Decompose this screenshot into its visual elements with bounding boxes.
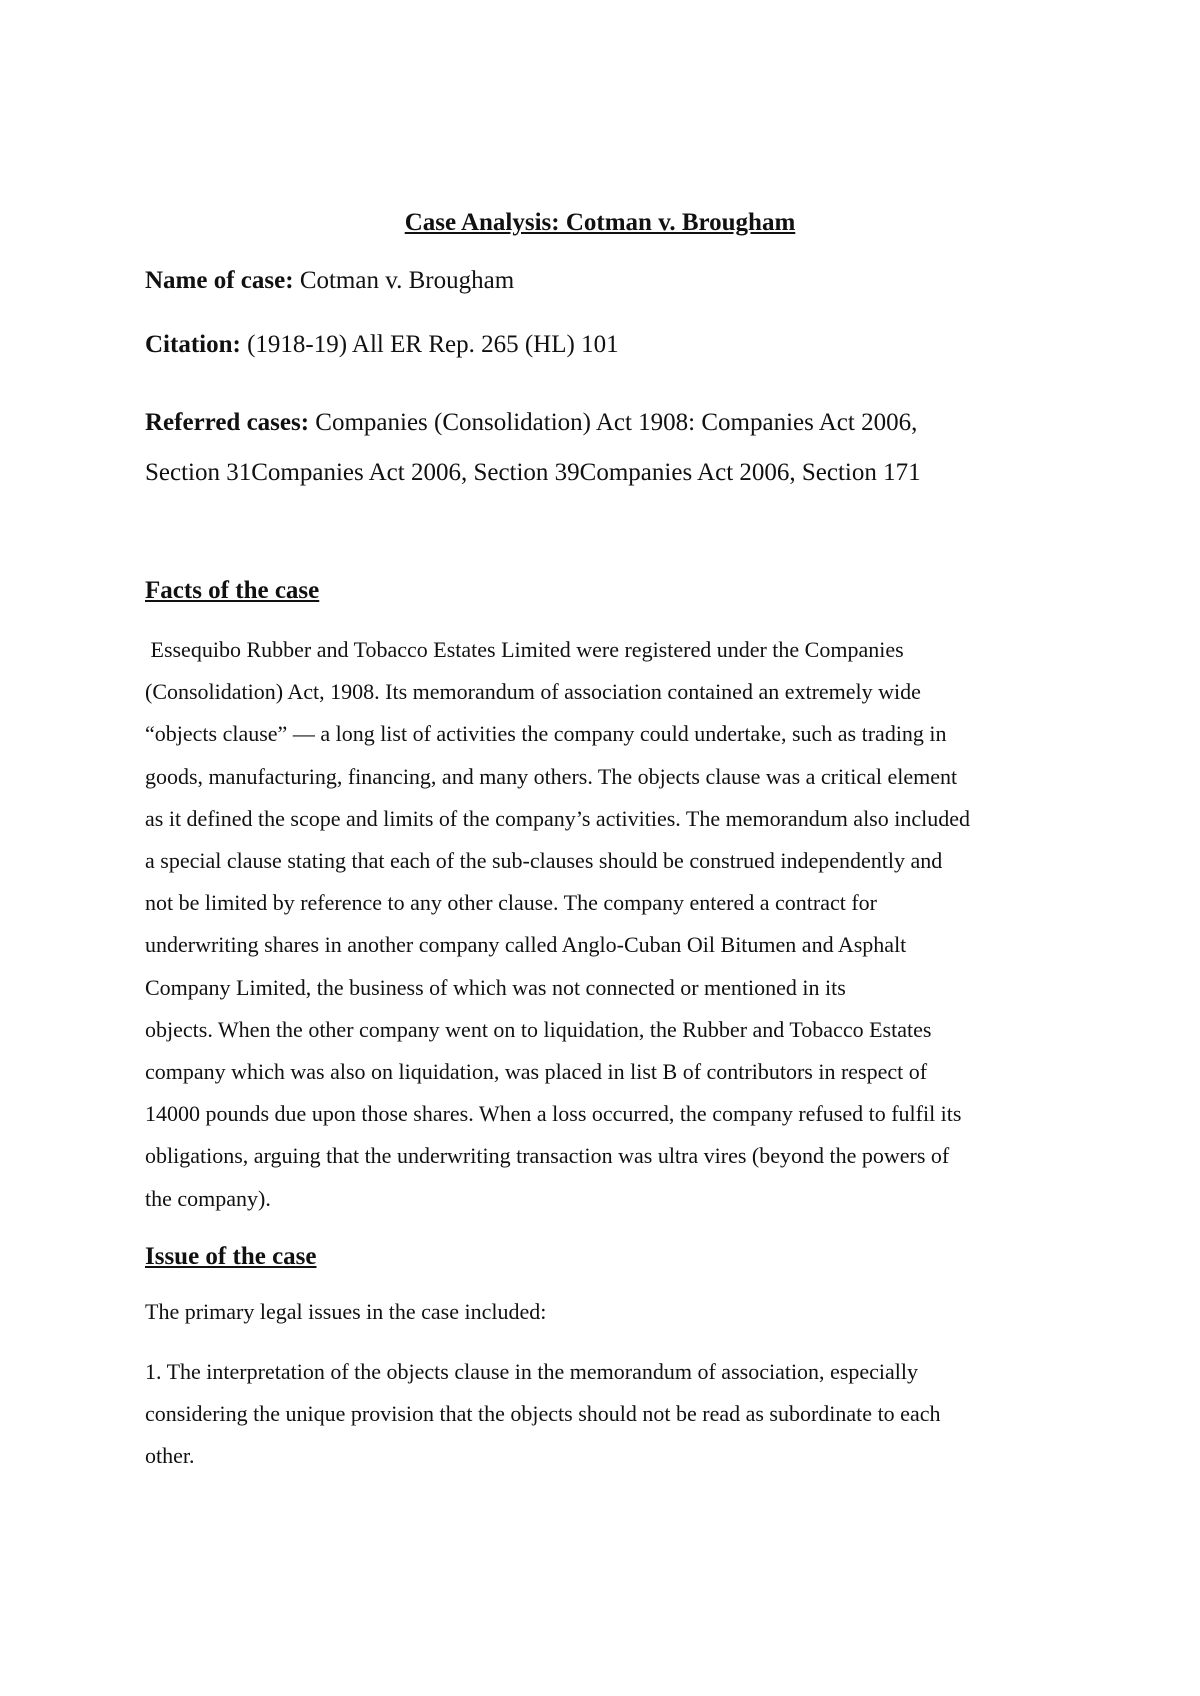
name-of-case (145, 263, 1065, 299)
facts-line: goods, manufacturing, financing, and many others. The objects clause was a critical element (145, 763, 958, 789)
issue-heading: Issue of the case (145, 1243, 317, 1270)
facts-line: Essequibo Rubber and Tobacco Estates Limited were registered under the Companies (145, 637, 904, 662)
referred-cases-line-1: Companies (Consolidation) Act 1908: Companies Act 2006, (315, 409, 918, 436)
facts-line: underwriting shares in another company called Anglo-Cuban Oil Bitumen and Asphalt (145, 932, 907, 958)
citation-label: Citation: (145, 331, 241, 358)
facts-line: Company Limited, the business of which was not connected or mentioned in its (145, 974, 846, 1000)
referred-cases-line-2: Section 31Companies Act 2006, Section 39Companies Act 2006, Section 171 (145, 459, 921, 486)
issue-intro: The primary legal issues in the case included: (145, 1299, 547, 1324)
facts-line: company which was also on liquidation, was placed in list B of contributors in respect of (145, 1059, 928, 1085)
referred-cases (145, 398, 1065, 498)
citation (145, 327, 1065, 363)
name-of-case-value: Cotman v. Brougham (299, 267, 515, 294)
facts-line: (Consolidation) Act, 1908. Its memorandum of association contained an extremely wide (145, 679, 921, 705)
issue-item-line: 1. The interpretation of the objects clause in the memorandum of association, especially (145, 1359, 919, 1384)
facts-line: a special clause stating that each of the sub-clauses should be construed independently and (145, 848, 943, 874)
facts-line: 14000 pounds due upon those shares. When a loss occurred, the company refused to fulfil its (145, 1101, 962, 1127)
referred-cases-line (145, 398, 1065, 448)
name-of-case-label: Name of case: (145, 267, 294, 294)
document-title: Case Analysis: Cotman v. Brougham (404, 209, 796, 236)
issue-item-line: other. (145, 1443, 195, 1469)
citation-value: (1918-19) All ER Rep. 265 (HL) 101 (247, 331, 619, 358)
facts-line: the company). (145, 1185, 271, 1211)
facts-paragraph (145, 629, 1065, 1220)
facts-line: objects. When the other company went on to liquidation, the Rubber and Tobacco Estates (145, 1016, 932, 1042)
issue-item-line: considering the unique provision that the objects should not be read as subordinate to each (145, 1401, 941, 1427)
referred-cases-label: Referred cases: (145, 409, 310, 436)
facts-line: “objects clause” — a long list of activities the company could undertake, such as trading in (145, 721, 947, 747)
facts-line: obligations, arguing that the underwriting transaction was ultra vires (beyond the powers of (145, 1143, 950, 1169)
facts-heading: Facts of the case (145, 577, 320, 604)
issue-item-1 (145, 1351, 1065, 1478)
facts-line: as it defined the scope and limits of the company’s activities. The memorandum also included (145, 805, 970, 831)
facts-line: not be limited by reference to any other clause. The company entered a contract for (145, 890, 877, 916)
